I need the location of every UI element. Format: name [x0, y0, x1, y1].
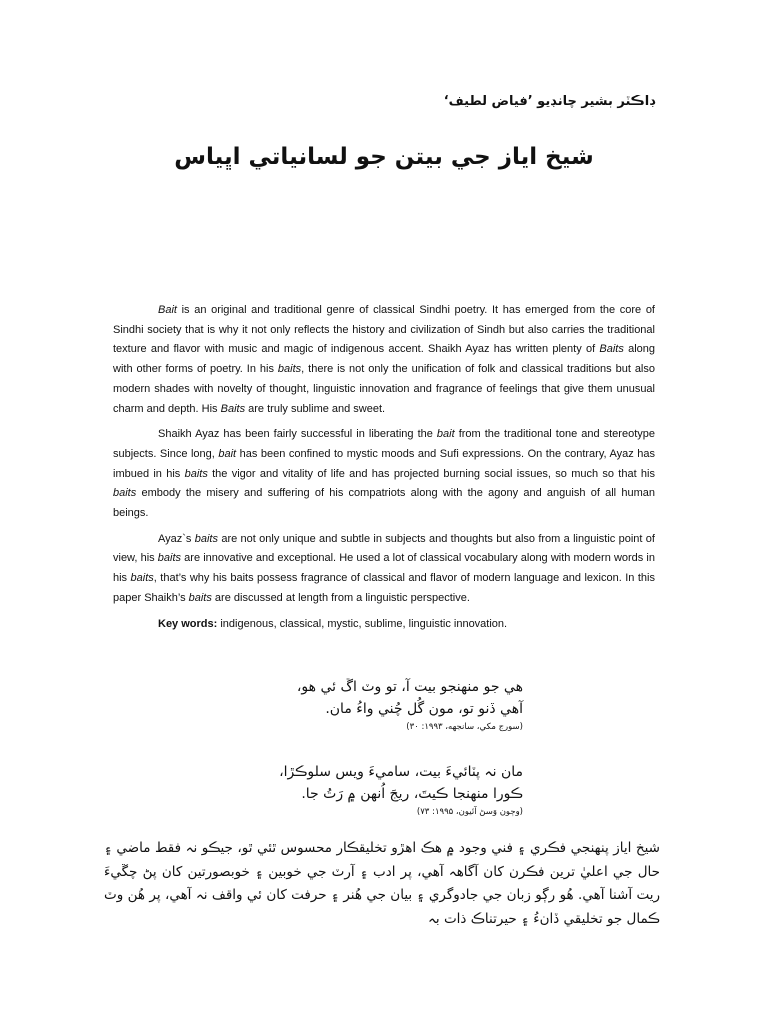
italic-term: baits [184, 467, 208, 480]
abstract-paragraph-2: Shaikh Ayaz has been fairly successful in liberating the bait from the traditional tone and stereotype subjects. Since long, bait has been confined to mystic moods and Sufi expressions. On the contrary, Ayaz has imbued in his baits the vigor and vitality of life and has projected burning social issues, so much so that his baits embody the misery and suffering of his compatriots along with the agony and anguish of all human beings. [113, 428, 655, 520]
english-abstract [113, 301, 655, 640]
italic-term: baits [277, 363, 302, 376]
verse-2-citation: (وڄون وَسڻ آئيون، ۱۹۹۵: ۷۳) [416, 807, 523, 817]
keywords-text: indigenous, classical, mystic, sublime, linguistic innovation. [217, 617, 508, 630]
keywords-line [113, 615, 655, 635]
italic-term: Baits [220, 402, 246, 415]
italic-term: baits [157, 552, 182, 565]
article-title: شيخ اياز جي بيتن جو لسانياتي اڀياس [174, 144, 594, 170]
verse-1-line-2: آهي ڏنو تو، مون گُل چُني واءُ مان. [325, 701, 523, 717]
italic-term: Baits [599, 343, 624, 356]
italic-term: bait [436, 428, 455, 441]
verse-1-citation: (سورج مکي، سانجهه، ۱۹۹۳: ۳۰) [406, 722, 523, 732]
keywords-label: Key words: [158, 617, 218, 630]
verse-1-line-1: هي جو منهنجو بيت آ، تو وٽ اڱ ئي هو، [296, 679, 523, 695]
italic-term: baits [194, 532, 218, 545]
author-line: ڊاڪٽر بشير چانڊيو ’فياض لطيف‘ [443, 94, 655, 109]
italic-term: baits [113, 487, 137, 500]
verse-block-2 [279, 761, 523, 819]
italic-term: bait [218, 447, 237, 460]
verse-block-1 [297, 676, 523, 734]
sindhi-body-paragraph: شيخ اياز پنهنجي فڪري ۽ فني وجود ۾ هڪ اهڙو تخليقڪار محسوس ٿئي ٿو، جيڪو نہ فقط ماضي ۽ حال جي اعليٰ ترين فڪرن کان آگاهہ آهي، پر ادب ۽ آرٽ جي خوبين ۽ خوبصورتين کان پڻ چڱيءَ ريت آشنا آهي. هُو رڳو زبان جي جادوگري ۽ بيان جي هُنر ۽ حرفت کان ئي واقف نہ آهي، پر هُن وٽ ڪمال جو تخليقي ڏانءُ ۽ حيرتناڪ ذات بہ [104, 840, 660, 927]
italic-term: baits [130, 572, 154, 585]
italic-term: baits [188, 591, 212, 604]
verse-2-line-1: مان نہ پٽائيءَ بيت، ساميءَ ويس سلوڪڙا، [279, 764, 523, 780]
abstract-paragraph-1: Bait is an original and traditional genre of classical Sindhi poetry. It has emerged from the core of Sindhi society that is why it not only reflects the history and civilization of Sindh but also carries the traditional texture and flavor with music and magic of indigenous accent. Shaikh Ayaz has written plenty of Baits along with other forms of poetry. In his baits, there is not only the unification of folk and classical traditions but also modern shades with novelty of thought, linguistic innovation and fragrance of feelings that give them unusual charm and depth. His Baits are truly sublime and sweet. [113, 304, 655, 415]
italic-term: Bait [158, 304, 177, 316]
abstract-paragraph-3: Ayaz`s baits are not only unique and subtle in subjects and thoughts but also from a linguistic point of view, his baits are innovative and exceptional. He used a lot of classical vocabulary along with modern words in his baits, that’s why his baits possess fragrance of classical and flavor of modern language and lexicon. In this paper Shaikh’s baits are discussed at length from a linguistic perspective. [113, 532, 655, 604]
verse-2-line-2: ڪورا منهنجا ڪيتَ، ريجَ اُنهن ۾ رَتُ جا. [301, 786, 523, 802]
